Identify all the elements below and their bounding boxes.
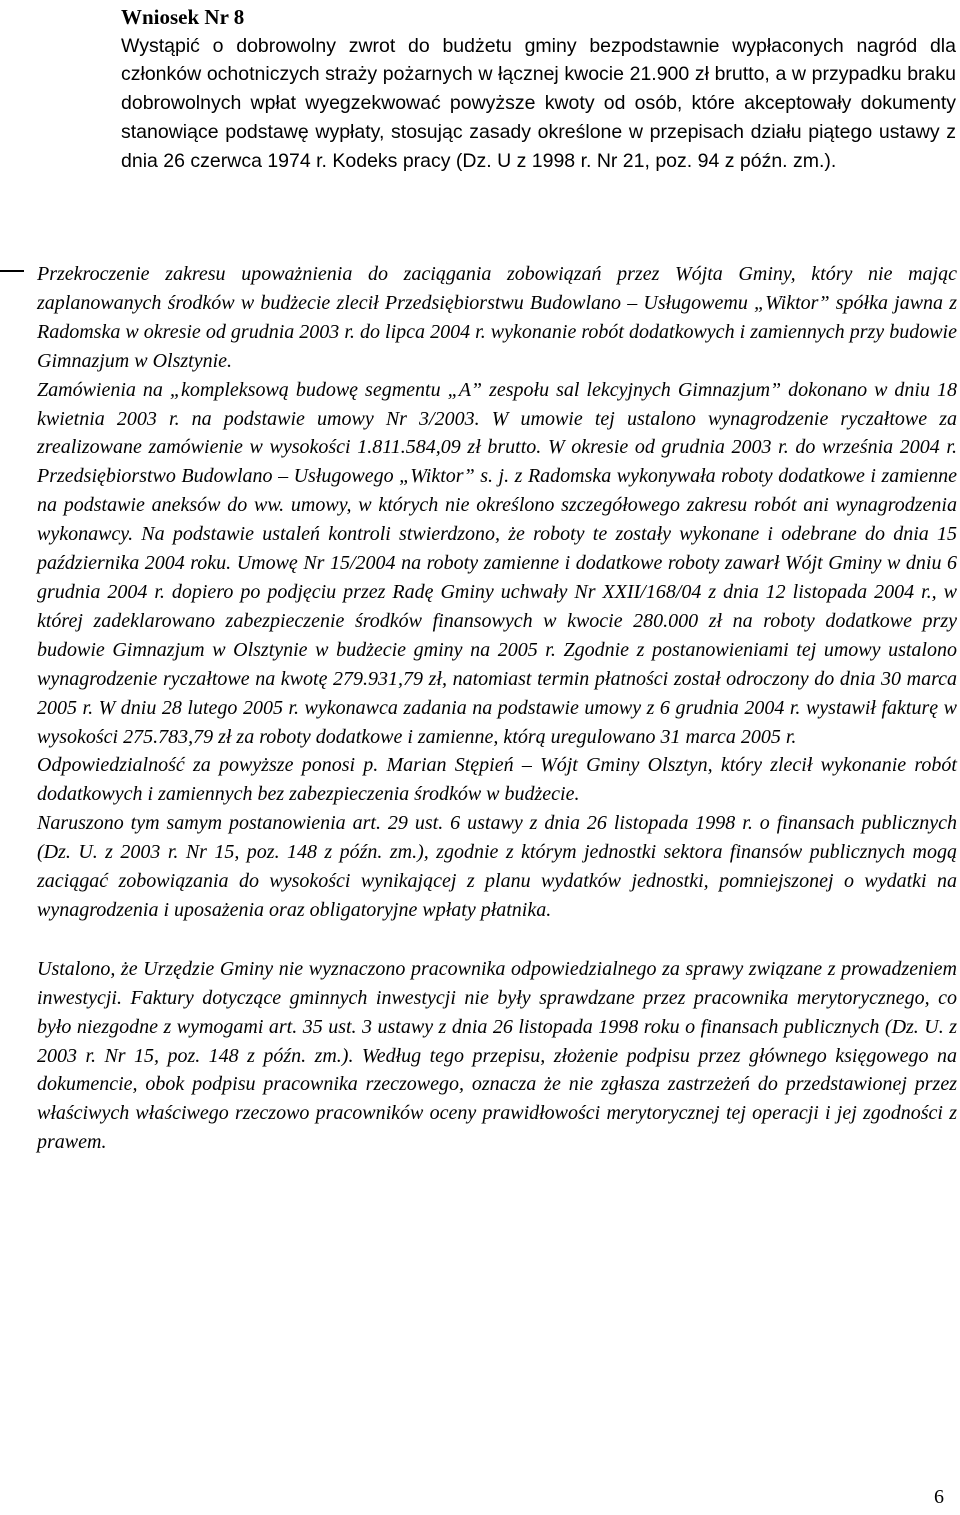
finding-paragraph-2: Zamówienia na „kompleksową budowę segmentu „A” zespołu sal lekcyjnych Gimnazjum” dokonano w dniu 18 kwietnia 2003 r. na podstawie umowy Nr 3/2003. W umowie tej ustalono wynagrodzenie ryczałtowe za zrealizowane zamówienie w wysokości 1.811.584,09 zł brutto. W okresie od grudnia 2003 r. do września 2004 r. Przedsiębiorstwo Budowlano – Usługowego „Wiktor” s. j. z Radomska wykonywała roboty dodatkowe i zamienne na podstawie aneksów do ww. umowy, w których nie określono szczegółowego zakresu robót ani wynagrodzenia wykonawcy. Na podstawie ustaleń kontroli stwierdzono, że roboty te zostały wykonane i odebrane do dnia 15 października 2004 roku. Umowę Nr 15/2004 na roboty zamienne i dodatkowe roboty zawarł Wójt Gminy w dniu 6 grudnia 2004 r. dopiero po podjęciu przez Radę Gminy uchwały Nr XXII/168/04 z dnia 12 listopada 2004 r., w której zadeklarowano zabezpieczenie środków finansowych w kwocie 280.000 zł na roboty dodatkowe przy budowie Gimnazjum w Olsztynie w budżecie gminy na 2005 r. Zgodnie z postanowieniami tej umowy ustalono wynagrodzenie ryczałtowe na kwotę 279.931,79 zł, natomiast termin płatności został odroczony do dnia 30 marca 2005 r. W dniu 28 lutego 2005 r. wykonawca zadania na podstawie umowy z 6 grudnia 2004 r. wystawił fakturę w wysokości 275.783,79 zł za roboty dodatkowe i zamienne, którą uregulowano 31 marca 2005 r. bbox=[37, 378, 957, 748]
finding-paragraph-5: Ustalono, że Urzędzie Gminy nie wyznaczono pracownika odpowiedzialnego za sprawy związane z prowadzeniem inwestycji. Faktury dotyczące gminnych inwestycji nie były sprawdzane przez pracownika merytorycznego, co było niezgodne z wymogami art. 35 ust. 3 ustawy z dnia 26 listopada 1998 roku o finansach publicznych (Dz. U. z 2003 r. Nr 15, poz. 148 z późn. zm.). Według tego przepisu, złożenie podpisu przez głównego księgowego na dokumencie, obok podpisu pracownika rzeczowego, oznacza że nie zgłasza zastrzeżeń do przedstawionej przez właściwych właściwego rzeczowo pracowników oceny prawidłowości merytorycznej tej operacji i jej zgodności z prawem. bbox=[37, 957, 957, 1154]
finding-paragraph-4: Naruszono tym samym postanowienia art. 29 ust. 6 ustawy z dnia 26 listopada 1998 r. o finansach publicznych (Dz. U. z 2003 r. Nr 15, poz. 148 z późn. zm.), zgodnie z którym jednostki sektora finansów publicznych mogą zaciągać zobowiązania do wysokości wynikającej z planu wydatków jednostki, pomniejszonej o wydatki na wynagrodzenia i uposażenia oraz obligatoryjne wpłaty płatnika. bbox=[37, 812, 957, 921]
page-number: 6 bbox=[934, 1486, 944, 1508]
recommendation-8-section bbox=[121, 3, 956, 175]
finding-paragraph-3: Odpowiedzialność za powyższe ponosi p. Marian Stępień – Wójt Gminy Olsztyn, który zlecił wykonanie robót dodatkowych i zamiennych bez zabezpieczenia środków w budżecie. bbox=[37, 754, 957, 806]
finding-paragraph-1: Przekroczenie zakresu upoważnienia do zaciągania zobowiązań przez Wójta Gminy, który nie mając zaplanowanych środków w budżecie zlecił Przedsiębiorstwu Budowlano – Usługowemu „Wiktor” spółka jawna z Radomska w okresie od grudnia 2003 r. do lipca 2004 r. wykonanie robót dodatkowych i zamiennych przy budowie Gimnazjum w Olsztynie. bbox=[37, 263, 957, 372]
findings-section bbox=[37, 260, 957, 1157]
recommendation-text: Wystąpić o dobrowolny zwrot do budżetu gminy bezpodstawnie wypłaconych nagród dla członków ochotniczych straży pożarnych w łącznej kwocie 21.900 zł brutto, a w przypadku braku dobrowolnych wpłat wyegzekwować powyższe kwoty od osób, które akceptowały dokumenty stanowiące podstawę wypłaty, stosując zasady określone w przepisach działu piątego ustawy z dnia 26 czerwca 1974 r. Kodeks pracy (Dz. U z 1998 r. Nr 21, poz. 94 z późn. zm.). bbox=[121, 34, 956, 172]
list-dash bbox=[0, 270, 24, 272]
paragraph-gap bbox=[37, 925, 957, 955]
recommendation-heading: Wniosek Nr 8 bbox=[121, 5, 245, 29]
